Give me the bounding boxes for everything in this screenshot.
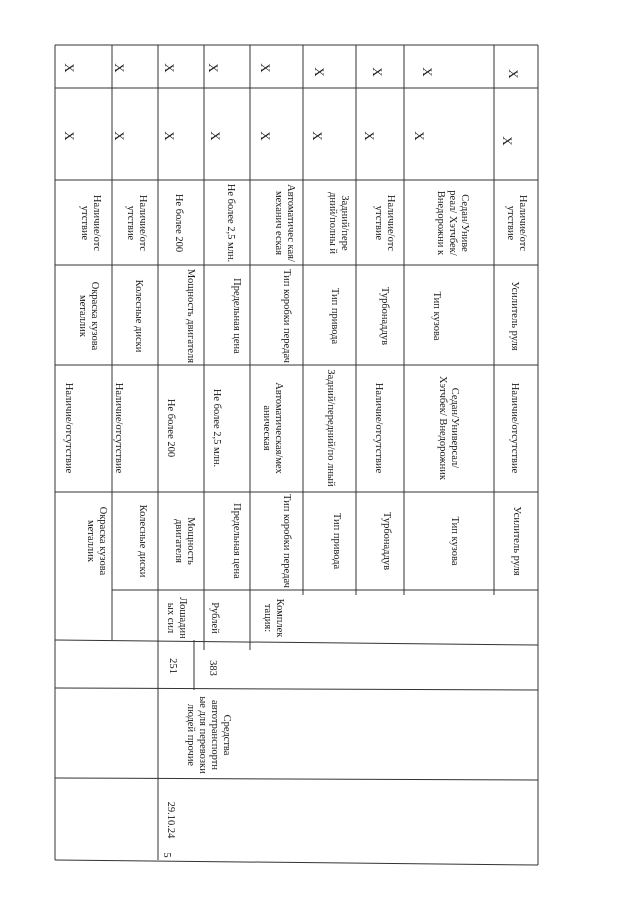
c3-item: Мощность двигателя bbox=[185, 268, 196, 364]
c2-item: Наличие/отсутствие bbox=[113, 382, 124, 474]
c4-item: Наличие/отс утствие bbox=[79, 194, 102, 252]
c5-mark: X bbox=[258, 131, 273, 141]
c5-mark: X bbox=[162, 131, 177, 141]
c3-item: Тип кузова bbox=[431, 291, 442, 341]
c5-mark: X bbox=[208, 131, 223, 141]
c1-item: Колесные диски bbox=[137, 504, 148, 578]
c5-mark: X bbox=[310, 131, 325, 141]
c2-item: Наличие/отсутствие bbox=[63, 382, 74, 474]
c2-item: Задний/передний/по лный bbox=[325, 369, 336, 487]
c6-mark: X bbox=[162, 63, 177, 73]
c5-mark: X bbox=[362, 131, 377, 141]
c4-item: Не более 2,5 млн. bbox=[225, 183, 236, 263]
c6-mark: X bbox=[506, 69, 521, 79]
c4-item: Автоматичес кая/механич еская bbox=[273, 184, 296, 262]
c2-item: Автоматическая/мех аническая bbox=[261, 382, 284, 474]
c4-item: Наличие/отс утствие bbox=[373, 194, 396, 252]
c2-item: Наличие/отсутствие bbox=[509, 382, 520, 474]
row-date: 29.10.24 bbox=[165, 801, 176, 839]
c1-item: Тип кузова bbox=[449, 516, 460, 566]
c6-mark: X bbox=[62, 63, 77, 73]
c5-mark: X bbox=[112, 131, 127, 141]
c1-item: Предельная цена bbox=[231, 503, 242, 579]
c4-item: Наличие/отс утствие bbox=[505, 194, 528, 252]
c2-item: Наличие/отсутствие bbox=[373, 382, 384, 474]
c3-item: Тип коробки передач bbox=[281, 269, 292, 363]
c5-mark: X bbox=[412, 131, 427, 141]
unit-1: Лошадин ых сил bbox=[165, 597, 188, 639]
c1-item: Тип коробки передач bbox=[281, 494, 292, 588]
c3-item: Окраска кузова металлик bbox=[77, 281, 100, 351]
c1-item: Мощность двигателя bbox=[173, 517, 196, 565]
c3-item: Тип привода bbox=[329, 287, 340, 345]
c1-item: Тип привода bbox=[331, 512, 342, 570]
c1-item: Турбонаддув bbox=[381, 511, 392, 571]
c6-mark: X bbox=[112, 63, 127, 73]
code-2: 383 bbox=[207, 660, 218, 676]
c6-mark: X bbox=[206, 63, 221, 73]
c4-item: Седан/Униве реал/ Хэтчбек/ Внедорожни к bbox=[435, 190, 470, 256]
c3-item: Турбонаддув bbox=[379, 286, 390, 346]
unit-2: Рублей bbox=[209, 602, 220, 634]
c6-mark: X bbox=[370, 67, 385, 77]
code-1: 251 bbox=[167, 658, 178, 674]
c3-item: Колесные диски bbox=[133, 279, 144, 353]
c5-mark: X bbox=[62, 131, 77, 141]
c4-item: Наличие/отс утствие bbox=[125, 194, 148, 252]
c3-item: Предельная цена bbox=[231, 278, 242, 354]
complect-label: Комплек тация: bbox=[262, 598, 285, 638]
c4-item: Задний/пере дний/полны й bbox=[327, 191, 350, 254]
c2-item: Седан/Универсал/ Хэтчбек/ Внедорожник bbox=[437, 375, 460, 481]
c4-item: Не более 200 bbox=[173, 193, 184, 253]
c3-item: Усилитель руля bbox=[509, 281, 520, 351]
c6-mark: X bbox=[258, 63, 273, 73]
item-name: Средства автотранспортн ые для перевозки людей прочие bbox=[185, 696, 232, 774]
c6-mark: X bbox=[312, 67, 327, 77]
c6-mark: X bbox=[420, 67, 435, 77]
c1-item: Усилитель руля bbox=[511, 506, 522, 576]
c2-item: Не более 200 bbox=[165, 398, 176, 458]
row-number: 5 bbox=[161, 852, 172, 858]
c2-item: Не более 2,5 млн. bbox=[211, 388, 222, 468]
c1-item: Окраска кузова металлик bbox=[85, 506, 108, 576]
c5-mark: X bbox=[500, 136, 515, 146]
